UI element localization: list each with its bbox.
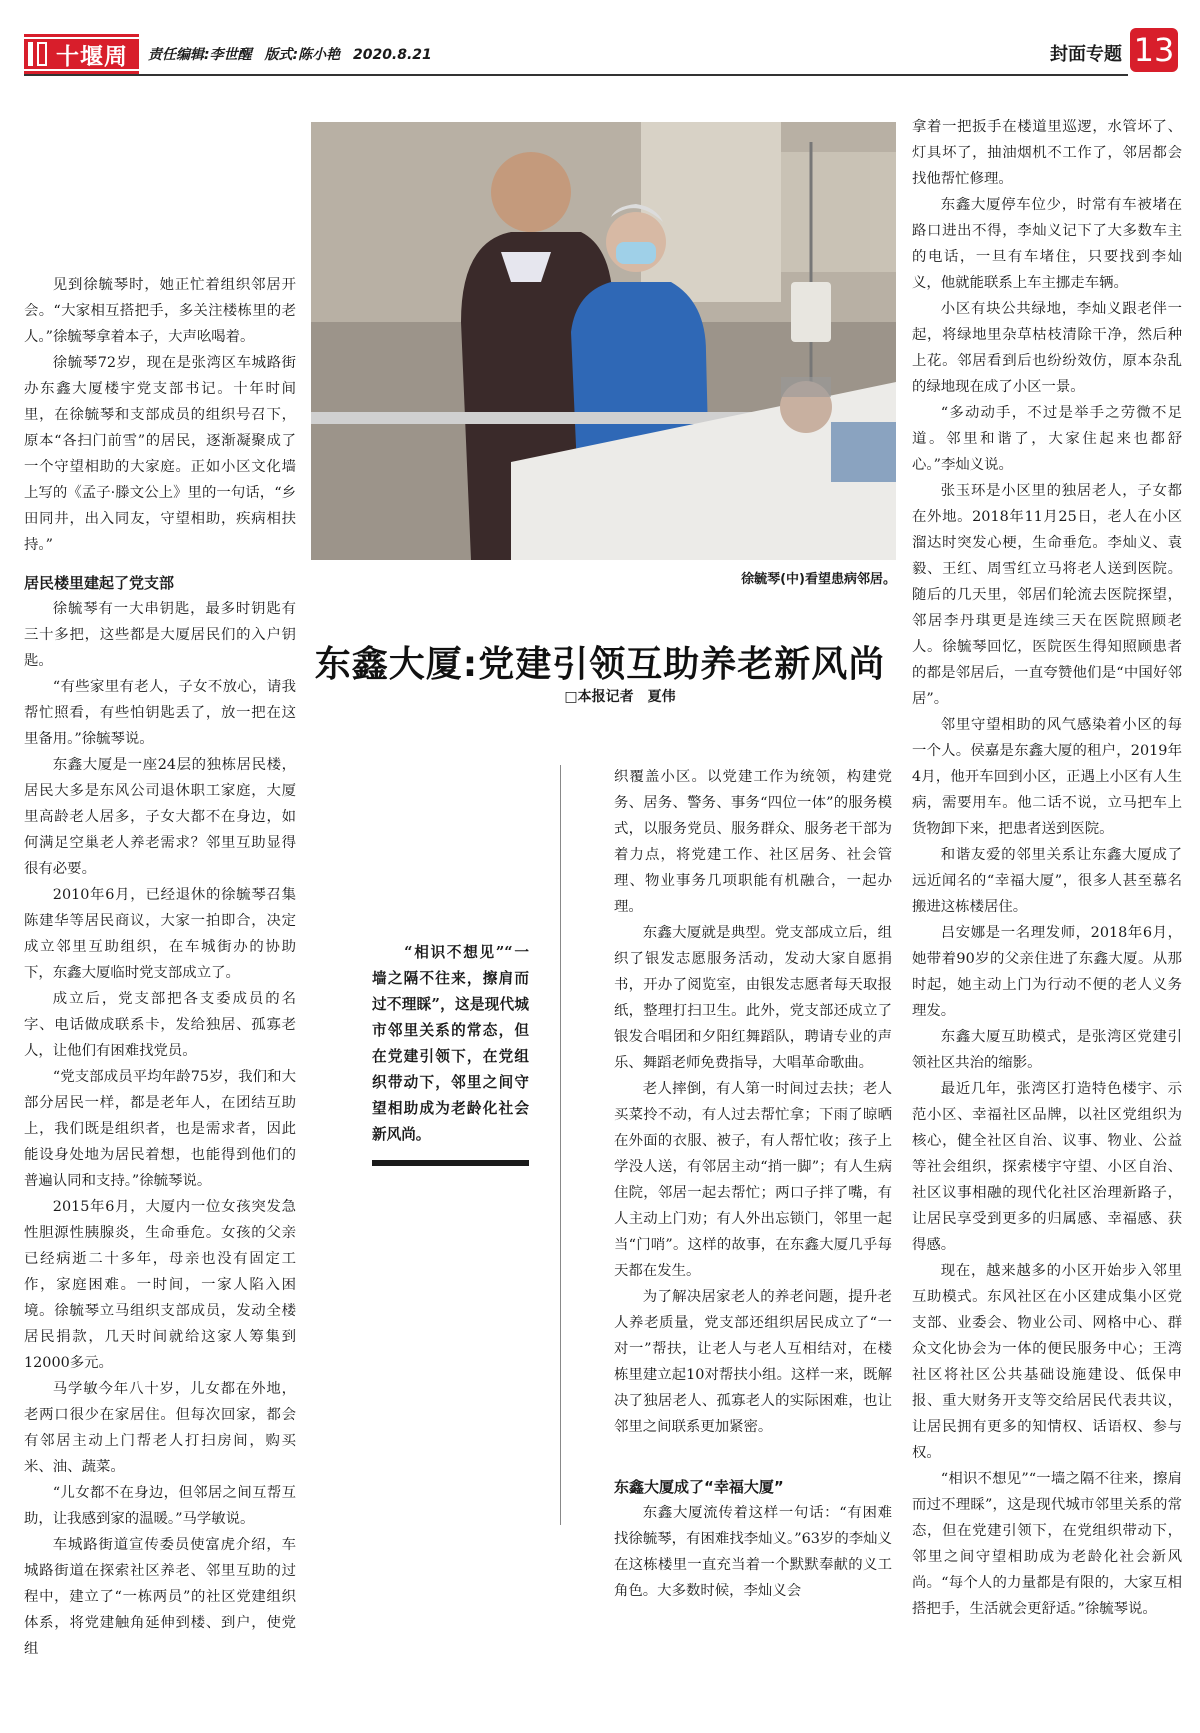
article-paragraph: 和谐友爱的邻里关系让东鑫大厦成了远近闻名的“幸福大厦”，很多人甚至慕名搬进这栋楼居住。: [912, 847, 1182, 915]
article-paragraph: 徐毓琴72岁，现在是张湾区车城路街办东鑫大厦楼宇党支部书记。十年时间里，在徐毓琴和支部成员的组织号召下，原本“各扫门前雪”的居民，逐渐凝聚成了一个守望相助的大家庭。正如小区文化墙上写的《孟子·滕文公上》里的一句话，“乡田同井，出入同友，守望相助，疾病相扶持。”: [24, 355, 296, 553]
masthead-logo: [24, 34, 139, 103]
photo-caption: 徐毓琴(中)看望患病邻居。: [741, 572, 896, 587]
pull-quote: “相识不想见”“一墙之隔不往来，擦肩而过不理睬”，这是现代城市邻里关系的常态，但在党建引领下，在党组织带动下，邻里之间守望相助成为老龄化社会新风尚。: [372, 944, 529, 1143]
article-paragraph: 东鑫大厦流传着这样一句话：“有困难找徐毓琴，有困难找李灿义。”63岁的李灿义在这栋楼里一直充当着一个默默奉献的义工角色。大多数时候，李灿义会: [614, 1505, 892, 1599]
article-paragraph: 张玉环是小区里的独居老人，子女都在外地。2018年11月25日，老人在小区溜达时突发心梗，生命垂危。李灿义、袁毅、王红、周雪红立马将老人送到医院。随后的几天里，邻居们轮流去医院探望，邻居李丹琪更是连续三天在医院照顾老人。徐毓琴回忆，医院医生得知照顾患者的都是邻居后，一直夸赞他们是“中国好邻居”。: [912, 483, 1182, 707]
issue-date: 2020.8.21: [352, 47, 432, 63]
section-heading: 东鑫大厦成了“幸福大厦”: [614, 1478, 784, 1496]
article-paragraph: 小区有块公共绿地，李灿义跟老伴一起，将绿地里杂草枯枝清除干净，然后种上花。邻居看到后也纷纷效仿，原本杂乱的绿地现在成了小区一景。: [912, 301, 1182, 395]
section-label: 封面专题: [1050, 44, 1122, 65]
header-rule: [24, 74, 1128, 76]
article-paragraph: 马学敏今年八十岁，儿女都在外地，老两口很少在家居住。但每次回家，都会有邻居主动上门帮老人打扫房间，购买米、油、蔬菜。: [24, 1381, 296, 1475]
article-headline: 东鑫大厦:党建引领互助养老新风尚: [314, 644, 886, 685]
article-paragraph: 拿着一把扳手在楼道里巡逻，水管坏了、灯具坏了，抽油烟机不工作了，邻居都会找他帮忙修理。: [912, 119, 1182, 187]
article-column-middle: [614, 764, 892, 1724]
masthead-ornament-frame: [37, 42, 47, 66]
article-paragraph: 现在，越来越多的小区开始步入邻里互助模式。东风社区在小区建成集小区党支部、业委会、物业公司、网格中心、群众文化协会为一体的便民服务中心；王湾社区将社区公共基础设施建设、低保申报、重大财务开支等交给居民代表共议，让居民拥有更多的知情权、话语权、参与权。: [912, 1263, 1182, 1461]
column-divider: [560, 765, 561, 1525]
article-photo: [311, 122, 896, 560]
article-paragraph: “党支部成员平均年龄75岁，我们和大部分居民一样，都是老年人，在团结互助上，我们既是组织者，也是需求者，因此能设身处地为居民着想，也能得到他们的普遍认同和支持。”徐毓琴说。: [24, 1069, 296, 1189]
article-paragraph: “儿女都不在身边，但邻居之间互帮互助，让我感到家的温暖。”马学敏说。: [24, 1485, 296, 1527]
article-paragraph: 2015年6月，大厦内一位女孩突发急性胆源性胰腺炎，生命垂危。女孩的父亲已经病逝二十多年，母亲也没有固定工作，家庭困难。一时间，一家人陷入困境。徐毓琴立马组织支部成员，发动全楼居民捐款，几天时间就给这家人筹集到12000多元。: [24, 1199, 296, 1371]
article-paragraph: 车城路街道宣传委员使富虎介绍，车城路街道在探索社区养老、邻里互助的过程中，建立了“一栋两员”的社区党建组织体系，将党建触角延伸到楼、到户，使党组: [24, 1537, 296, 1657]
article-paragraph: 织覆盖小区。以党建工作为统领，构建党务、居务、警务、事务“四位一体”的服务模式，以服务党员、服务群众、服务老干部为着力点，将党建工作、社区居务、社会管理、物业事务几项职能有机融合，一起办理。: [614, 769, 892, 915]
article-paragraph: “多动动手，不过是举手之劳微不足道。邻里和谐了，大家住起来也都舒心。”李灿义说。: [912, 405, 1182, 473]
article-paragraph: 老人摔倒，有人第一时间过去扶；老人买菜拎不动，有人过去帮忙拿；下雨了晾晒在外面的衣服、被子，有人帮忙收；孩子上学没人送，有邻居主动“捎一脚”；有人生病住院，邻居一起去帮忙；两口子拌了嘴，有人主动上门劝；有人外出忘锁门，邻里一起当“门哨”。这样的故事，在东鑫大厦几乎每天都在发生。: [614, 1081, 892, 1279]
pull-quote-bar: [372, 1160, 529, 1166]
hospital-scene-illustration: [311, 122, 896, 560]
article-column-left: [24, 272, 296, 1722]
column-spacer: [614, 1440, 892, 1462]
credits-line: [148, 44, 440, 64]
article-paragraph: 东鑫大厦停车位少，时常有车被堵在路口进出不得，李灿义记下了大多数车主的电话，一旦有车堵住，只要找到李灿义，他就能联系上车主挪走车辆。: [912, 197, 1182, 291]
article-paragraph: “有些家里有老人，子女不放心，请我帮忙照看，有些怕钥匙丢了，放一把在这里备用。”徐毓琴说。: [24, 679, 296, 747]
layout-credit: 版式:陈小艳: [264, 47, 341, 63]
editor-credit: 责任编辑:李世醒: [148, 47, 252, 63]
article-paragraph: 徐毓琴有一大串钥匙，最多时钥匙有三十多把，这些都是大厦居民们的入户钥匙。: [24, 601, 296, 669]
article-paragraph: 邻里守望相助的风气感染着小区的每一个人。侯嘉是东鑫大厦的租户，2019年4月，他开车回到小区，正遇上小区有人生病，需要用车。他二话不说，立马把车上货物卸下来，把患者送到医院。: [912, 717, 1182, 837]
article-paragraph: 见到徐毓琴时，她正忙着组织邻居开会。“大家相互搭把手，多关注楼栋里的老人。”徐毓琴拿着本子，大声吆喝着。: [24, 277, 296, 345]
article-paragraph: 东鑫大厦就是典型。党支部成立后，组织了银发志愿服务活动，发动大家自愿捐书，开办了阅览室，由银发志愿者每天取报纸，整理打扫卫生。此外，党支部还成立了银发合唱团和夕阳红舞蹈队，聘请专业的声乐、舞蹈老师免费指导，大唱革命歌曲。: [614, 925, 892, 1071]
article-paragraph: 2010年6月，已经退休的徐毓琴召集陈建华等居民商议，大家一拍即合，决定成立邻里互助组织，在车城街办的协助下，东鑫大厦临时党支部成立了。: [24, 887, 296, 981]
page-number: 13: [1130, 28, 1178, 72]
article-byline: □本报记者 夏伟: [564, 689, 676, 705]
article-paragraph: 为了解决居家老人的养老问题，提升老人养老质量，党支部还组织居民成立了“一对一”帮扶，让老人与老人互相结对，在楼栋里建立起10对帮扶小组。这样一来，既解决了独居老人、孤寡老人的实际困难，也让邻里之间联系更加紧密。: [614, 1289, 892, 1435]
article-paragraph: 东鑫大厦是一座24层的独栋居民楼，居民大多是东风公司退休职工家庭，大厦里高龄老人居多，子女大都不在身边，如何满足空巢老人养老需求？邻里互助显得很有必要。: [24, 757, 296, 877]
article-paragraph: 吕安娜是一名理发师，2018年6月，她带着90岁的父亲住进了东鑫大厦。从那时起，她主动上门为行动不便的老人义务理发。: [912, 925, 1182, 1019]
article-paragraph: 东鑫大厦互助模式，是张湾区党建引领社区共治的缩影。: [912, 1029, 1182, 1071]
masthead-ornament: [28, 42, 33, 66]
article-paragraph: 最近几年，张湾区打造特色楼宇、示范小区、幸福社区品牌，以社区党组织为核心，健全社区自治、议事、物业、公益等社会组织，探索楼宇守望、小区自治、社区议事相融的现代化社区治理新路子，让居民享受到更多的归属感、幸福感、获得感。: [912, 1081, 1182, 1253]
article-column-right: [912, 114, 1182, 1714]
article-paragraph: “相识不想见”“一墙之隔不往来，擦肩而过不理睬”，这是现代城市邻里关系的常态，但在党建引领下，在党组织带动下，邻里之间守望相助成为老龄化社会新风尚。“每个人的力量都是有限的，大家互相搭把手，生活就会更舒适。”徐毓琴说。: [912, 1471, 1182, 1617]
masthead-title: 十堰周刊: [56, 44, 128, 103]
section-heading: 居民楼里建起了党支部: [24, 574, 175, 592]
article-paragraph: 成立后，党支部把各支委成员的名字、电话做成联系卡，发给独居、孤寡老人，让他们有困难找党员。: [24, 991, 296, 1059]
